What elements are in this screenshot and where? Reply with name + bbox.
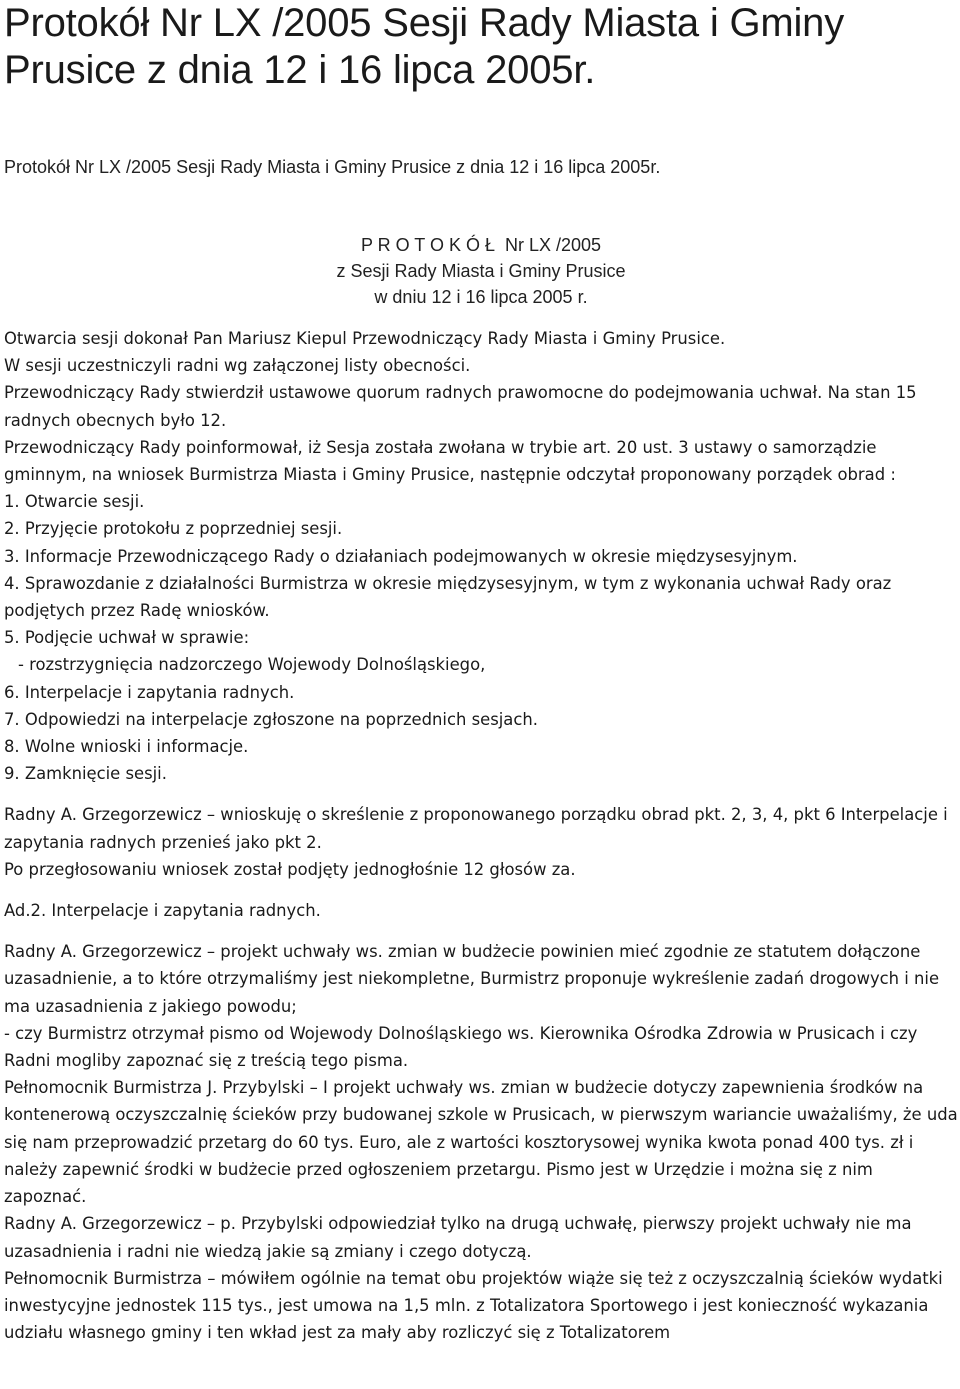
paragraph-motion: Radny A. Grzegorzewicz – wnioskuję o skreślenie z proponowanego porządku obrad pkt. 2, 3, 4, pkt 6 Interpelacje i zapytania radnych przenieś jako pkt 2. (4, 805, 948, 852)
spacer (4, 787, 958, 801)
agenda-item: 4. Sprawozdanie z działalności Burmistrza w okresie międzysesyjnym, w tym z wykonania uchwał Rady oraz podjętych przez Radę wniosków. (4, 573, 892, 621)
document-page (4, 0, 958, 1346)
paragraph-discussion: Pełnomocnik Burmistrza – mówiłem ogólnie na temat obu projektów wiąże się też z oczyszczalnią ścieków wydatki inwestycyjne jednostek 115 tys., jest umowa na 1,5 mln. z Totalizatora Sportowego i jest konieczność wykazania udziału własnego gminy i ten wkład jest za mały aby rozliczyć się z Totalizatorem (4, 1268, 943, 1343)
document-title: Protokół Nr LX /2005 Sesji Rady Miasta i Gminy Prusice z dnia 12 i 16 lipca 2005r. (4, 1, 845, 92)
paragraph-attendance: W sesji uczestniczyli radni wg załączonej listy obecności. (4, 356, 471, 376)
protocol-header (4, 232, 958, 310)
agenda-item: 5. Podjęcie uchwał w sprawie: (4, 628, 250, 648)
protocol-header-line1: P R O T O K Ó Ł Nr LX /2005 (360, 235, 602, 255)
paragraph-quorum: Przewodniczący Rady stwierdził ustawowe quorum radnych prawomocne do podejmowania uchwał. Na stan 15 radnych obecnych było 12. (4, 383, 917, 430)
paragraph-discussion: Radny A. Grzegorzewicz – projekt uchwały ws. zmian w budżecie powinien mieć zgodnie ze statutem dołączone uzasadnienie, a to które otrzymaliśmy jest niekompletne, Burmistrz proponuje wykreślenie zadań drogowych i nie ma uzasadnienia z jakiego powodu; (4, 942, 940, 1016)
agenda-item: 2. Przyjęcie protokołu z poprzedniej sesji. (4, 519, 343, 539)
agenda-item: 7. Odpowiedzi na interpelacje zgłoszone na poprzednich sesjach. (4, 709, 538, 729)
agenda-item: 8. Wolne wnioski i informacje. (4, 737, 249, 757)
paragraph-opening: Otwarcia sesji dokonał Pan Mariusz Kiepul Przewodniczący Rady Miasta i Gminy Prusice. (4, 329, 726, 348)
paragraph-discussion: - czy Burmistrz otrzymał pismo od Wojewody Dolnośląskiego ws. Kierownika Ośrodka Zdrowia w Prusicach i czy Radni mogliby zapoznać się z treścią tego pisma. (4, 1023, 918, 1071)
paragraph-discussion: Pełnomocnik Burmistrza J. Przybylski – I projekt uchwały ws. zmian w budżecie dotyczy zapewnienia środków na kontenerową oczyszczalnię ścieków przy budowanej szkole w Prusicach, w pierwszym wariancie uważaliśmy, że uda się nam przeprowadzić przetarg do 60 tys. Euro, ale z wartości kosztorysowej wynika kwota ponad 400 tys. zł i należy zapewnić środki w budżecie przed ogłoszeniem przetargu. Pismo jest w Urzędzie i można się z nim zapoznać. (4, 1078, 958, 1207)
protocol-header-line3: w dniu 12 i 16 lipca 2005 r. (374, 287, 588, 307)
agenda-item: 3. Informacje Przewodniczącego Rady o działaniach podejmowanych w okresie międzysesyjnym. (4, 546, 798, 566)
document-subtitle: Protokół Nr LX /2005 Sesji Rady Miasta i Gminy Prusice z dnia 12 i 16 lipca 2005r. (4, 157, 661, 177)
spacer (4, 924, 958, 938)
paragraph-agenda-intro: Przewodniczący Rady poinformował, iż Sesja została zwołana w trybie art. 20 ust. 3 ustawy o samorządzie gminnym, na wniosek Burmistrza Miasta i Gminy Prusice, następnie odczytał proponowany porządek obrad : (4, 437, 896, 485)
agenda-item: 1. Otwarcie sesji. (4, 492, 145, 512)
agenda-item: 6. Interpelacje i zapytania radnych. (4, 682, 295, 702)
agenda-item: 9. Zamknięcie sesji. (4, 764, 167, 784)
paragraph-vote-result: Po przegłosowaniu wniosek został podjęty jednogłośnie 12 głosów za. (4, 859, 576, 879)
agenda-subitem: - rozstrzygnięcia nadzorczego Wojewody Dolnośląskiego, (18, 655, 486, 675)
document-body (4, 325, 958, 1346)
spacer (4, 883, 958, 897)
section-heading: Ad.2. Interpelacje i zapytania radnych. (4, 901, 321, 921)
protocol-header-line2: z Sesji Rady Miasta i Gminy Prusice (336, 261, 626, 281)
paragraph-discussion: Radny A. Grzegorzewicz – p. Przybylski odpowiedział tylko na drugą uchwałę, pierwszy projekt uchwały nie ma uzasadnienia i radni nie wiedzą jakie są zmiany i czego dotyczą. (4, 1214, 912, 1261)
